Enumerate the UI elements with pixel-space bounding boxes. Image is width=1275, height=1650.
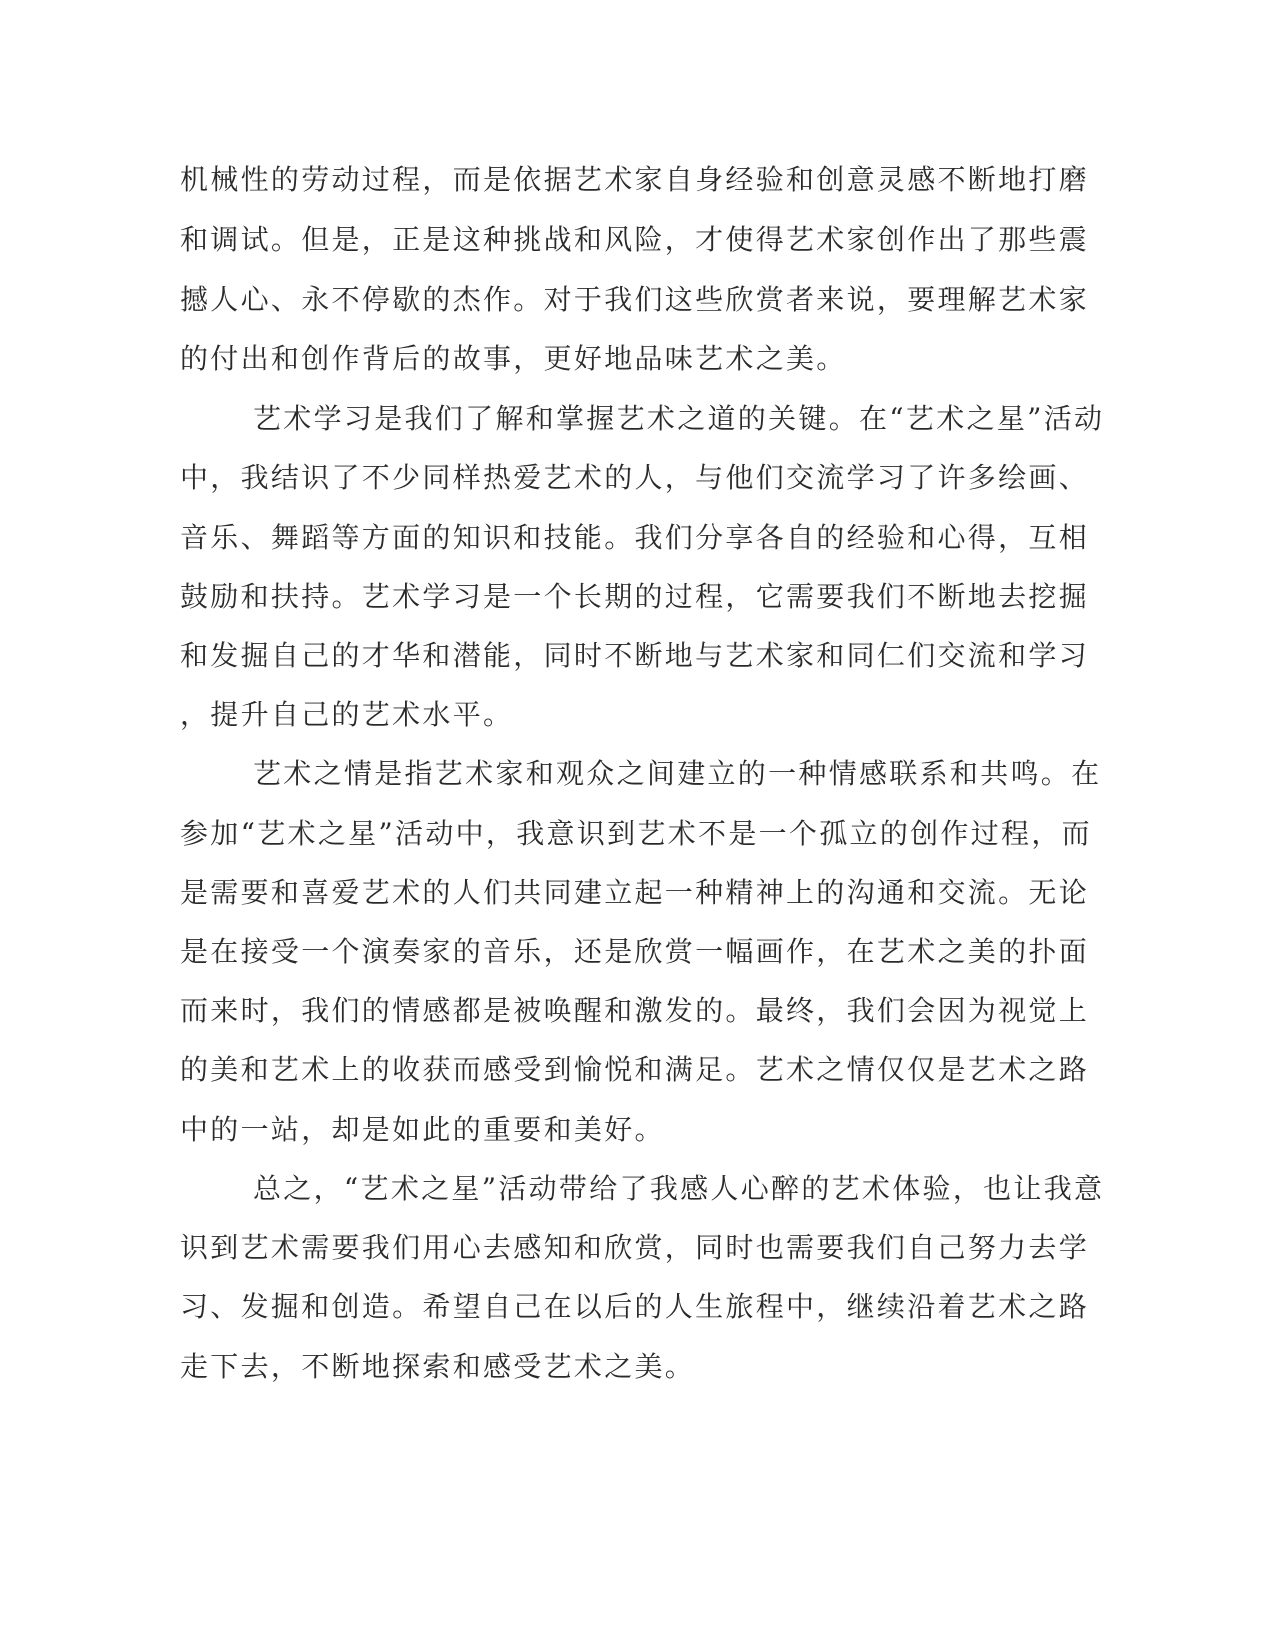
text-line: 和发掘自己的才华和潜能，同时不断地与艺术家和同仁们交流和学习 [180,639,1090,672]
paragraph-first-line: 艺术学习是我们了解和掌握艺术之道的关键。在“艺术之星”活动 [253,402,1105,435]
text-line: 和调试。但是，正是这种挑战和风险，才使得艺术家创作出了那些震 [180,223,1090,256]
text-line: 的付出和创作背后的故事，更好地品味艺术之美。 [180,342,847,375]
text-line: 的美和艺术上的收获而感受到愉悦和满足。艺术之情仅仅是艺术之路 [180,1053,1090,1086]
text-line: ，提升自己的艺术水平。 [180,698,514,731]
text-line: 机械性的劳动过程，而是依据艺术家自身经验和创意灵感不断地打磨 [180,163,1090,196]
text-line: 而来时，我们的情感都是被唤醒和激发的。最终，我们会因为视觉上 [180,994,1090,1027]
text-line: 识到艺术需要我们用心去感知和欣赏，同时也需要我们自己努力去学 [180,1231,1090,1264]
text-line: 走下去，不断地探索和感受艺术之美。 [180,1350,696,1383]
text-line: 是在接受一个演奏家的音乐，还是欣赏一幅画作，在艺术之美的扑面 [180,935,1090,968]
text-line: 中，我结识了不少同样热爱艺术的人，与他们交流学习了许多绘画、 [180,461,1090,494]
text-line: 音乐、舞蹈等方面的知识和技能。我们分享各自的经验和心得，互相 [180,521,1090,554]
text-line: 是需要和喜爱艺术的人们共同建立起一种精神上的沟通和交流。无论 [180,876,1090,909]
text-line: 习、发掘和创造。希望自己在以后的人生旅程中，继续沿着艺术之路 [180,1290,1090,1323]
text-line: 参加“艺术之星”活动中，我意识到艺术不是一个孤立的创作过程，而 [180,817,1092,850]
paragraph-first-line: 总之，“艺术之星”活动带给了我感人心醉的艺术体验，也让我意 [253,1172,1105,1205]
text-line: 鼓励和扶持。艺术学习是一个长期的过程，它需要我们不断地去挖掘 [180,580,1090,613]
text-line: 中的一站，却是如此的重要和美好。 [180,1113,665,1146]
paragraph-first-line: 艺术之情是指艺术家和观众之间建立的一种情感联系和共鸣。在 [253,757,1102,790]
text-line: 撼人心、永不停歇的杰作。对于我们这些欣赏者来说，要理解艺术家 [180,283,1090,316]
